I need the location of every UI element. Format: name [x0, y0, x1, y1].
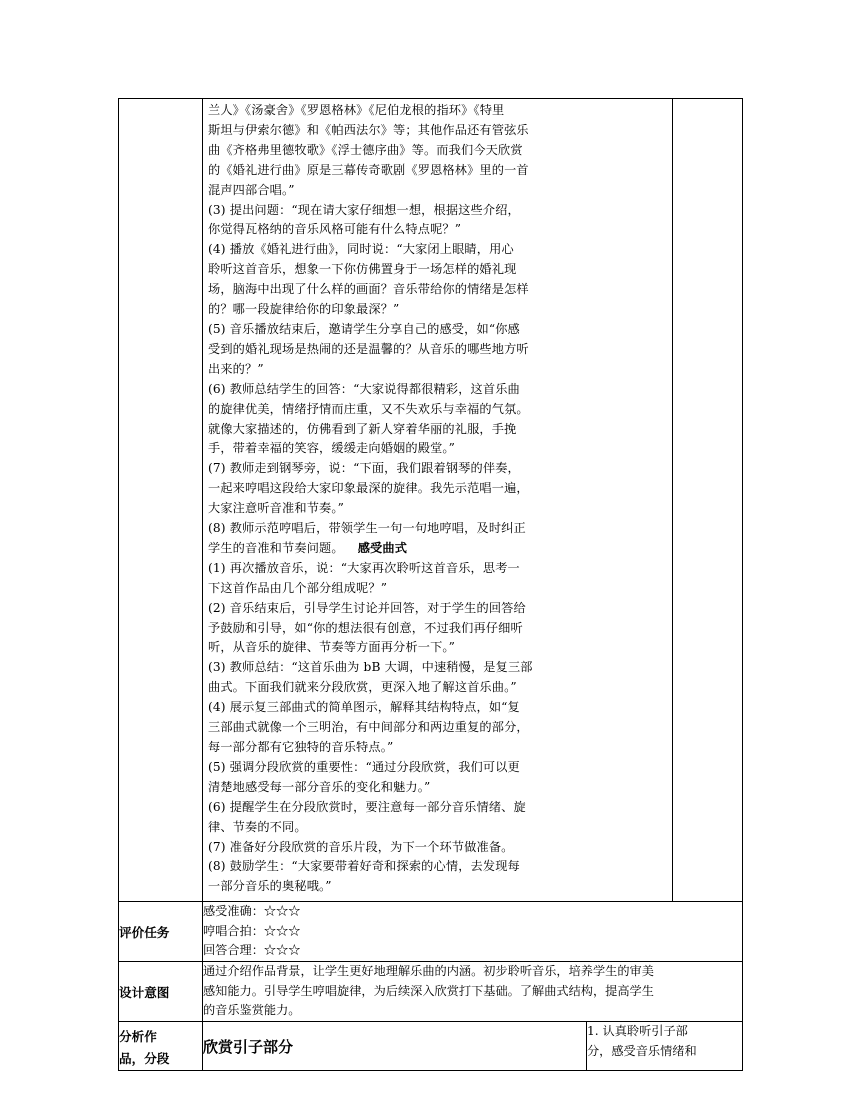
- design-line: 通过介绍作品背景，让学生更好地理解乐曲的内涵。初步聆听音乐，培养学生的审美: [203, 963, 654, 978]
- evaluation-items: [203, 902, 743, 962]
- design-intent-row: [119, 961, 743, 1021]
- text-line: 就像大家描述的，仿佛看到了新人穿着华丽的礼服，手挽: [208, 421, 517, 436]
- empty-label-cell: [119, 99, 203, 902]
- text-line: 场，脑海中出现了什么样的画面？音乐带给你的情绪是怎样: [208, 282, 529, 297]
- text-line: 一部分音乐的奥秘哦。”: [208, 879, 332, 894]
- text-line: (7) 准备好分段欣赏的音乐片段，为下一个环节做准备。: [208, 839, 514, 854]
- text-line: 曲式。下面我们就来分段欣赏，更深入地了解这首乐曲。”: [208, 680, 517, 695]
- design-intent-label: 设计意图: [119, 961, 203, 1021]
- text-line: (6) 教师总结学生的回答：“大家说得都很精彩，这首乐曲: [208, 381, 520, 396]
- text-line: (1) 再次播放音乐，说：“大家再次聆听这首音乐，思考一: [208, 560, 520, 575]
- analysis-row: [119, 1022, 743, 1071]
- text-line: 受到的婚礼现场是热闹的还是温馨的？从音乐的哪些地方听: [208, 341, 529, 356]
- text-line: 清楚地感受每一部分音乐的变化和魅力。”: [208, 779, 431, 794]
- teaching-steps-text: [203, 99, 672, 901]
- content-cell: [203, 99, 743, 902]
- evaluation-row: [119, 902, 743, 962]
- text-line: (4) 播放《婚礼进行曲》，同时说：“大家闭上眼睛，用心: [208, 242, 514, 257]
- text-line: (8) 教师示范哼唱后，带领学生一句一句地哼唱，及时纠正: [208, 521, 526, 536]
- text-line: 一起来哼唱这段给大家印象最深的旋律。我先示范唱一遍，: [208, 481, 529, 496]
- side-line: 分，感受音乐情绪和: [587, 1043, 697, 1058]
- text-line: 予鼓励和引导，如“你的想法很有创意，不过我们再仔细听: [208, 620, 523, 635]
- text-line: 律、节奏的不同。: [208, 819, 307, 834]
- text-line: (5) 强调分段欣赏的重要性：“通过分段欣赏，我们可以更: [208, 759, 520, 774]
- text-line-segment: 学生的音准和节奏问题。: [208, 540, 344, 555]
- text-line: (4) 展示复三部曲式的简单图示，解释其结构特点，如“复: [208, 700, 520, 715]
- teaching-process-row: [119, 99, 743, 902]
- text-line: 的旋律优美，情绪抒情而庄重，又不失欢乐与幸福的气氛。: [208, 401, 529, 416]
- empty-side-cell: [673, 99, 743, 901]
- text-line: (3) 提出问题：“现在请大家仔细想一想，根据这些介绍，: [208, 202, 520, 217]
- text-line: (5) 音乐播放结束后，邀请学生分享自己的感受，如“你感: [208, 321, 520, 336]
- lesson-plan-table: [118, 98, 743, 1071]
- evaluation-item: 哼唱合拍：☆☆☆: [203, 923, 301, 938]
- text-line: 三部曲式就像一个三明治，有中间部分和两边重复的部分，: [208, 720, 529, 735]
- text-line: (3) 教师总结：“这首乐曲为 bB 大调，中速稍慢，是复三部: [208, 660, 533, 675]
- text-line-with-heading: [208, 539, 668, 559]
- text-line: (8) 鼓励学生：“大家要带着好奇和探索的心情，去发现每: [208, 859, 520, 874]
- evaluation-label: 评价任务: [119, 902, 203, 962]
- text-line: 聆听这首音乐，想象一下你仿佛置身于一场怎样的婚礼现: [208, 262, 517, 277]
- analysis-label: 分析作 品，分段: [119, 1022, 203, 1071]
- text-line: 兰人》《汤豪舍》《罗恩格林》《尼伯龙根的指环》《特里: [208, 103, 505, 117]
- section-title: 欣赏引子部分: [203, 1022, 587, 1071]
- text-line: 混声四部合唱。”: [208, 182, 295, 197]
- design-line: 感知能力。引导学生哼唱旋律，为后续深入欣赏打下基础。了解曲式结构，提高学生: [203, 983, 654, 998]
- text-line: 的？哪一段旋律给你的印象最深？”: [208, 302, 400, 317]
- text-line: 大家注意听音准和节奏。”: [208, 501, 344, 516]
- text-line: 手，带着幸福的笑容，缓缓走向婚姻的殿堂。”: [208, 441, 456, 456]
- text-line: 斯坦与伊索尔德》和《帕西法尔》等；其他作品还有管弦乐: [208, 122, 529, 137]
- evaluation-item: 感受准确：☆☆☆: [203, 904, 301, 919]
- inline-heading: 感受曲式: [357, 540, 408, 555]
- text-line: (2) 音乐结束后，引导学生讨论并回答，对于学生的回答给: [208, 600, 526, 615]
- text-line: 每一部分都有它独特的音乐特点。”: [208, 740, 394, 754]
- design-intent-text: [203, 961, 743, 1021]
- text-line: 你觉得瓦格纳的音乐风格可能有什么特点呢？”: [208, 222, 462, 237]
- design-line: 的音乐鉴赏能力。: [203, 1003, 301, 1018]
- text-line: 出来的？”: [208, 361, 264, 376]
- text-line: 的《婚礼进行曲》原是三幕传奇歌剧《罗恩格林》里的一首: [208, 162, 529, 177]
- text-line: (6) 提醒学生在分段欣赏时，要注意每一部分音乐情绪、旋: [208, 799, 526, 814]
- text-line: 曲《齐格弗里德牧歌》《浮士德序曲》等。而我们今天欣赏: [208, 142, 523, 157]
- text-line: 下这首作品由几个部分组成呢？”: [208, 580, 388, 595]
- side-line: 1. 认真聆听引子部: [587, 1024, 688, 1039]
- analysis-side-text: [587, 1022, 743, 1071]
- text-line: 听，从音乐的旋律、节奏等方面再分析一下。”: [208, 640, 456, 655]
- evaluation-item: 回答合理：☆☆☆: [203, 943, 301, 958]
- text-line: (7) 教师走到钢琴旁，说：“下面，我们跟着钢琴的伴奏，: [208, 461, 520, 476]
